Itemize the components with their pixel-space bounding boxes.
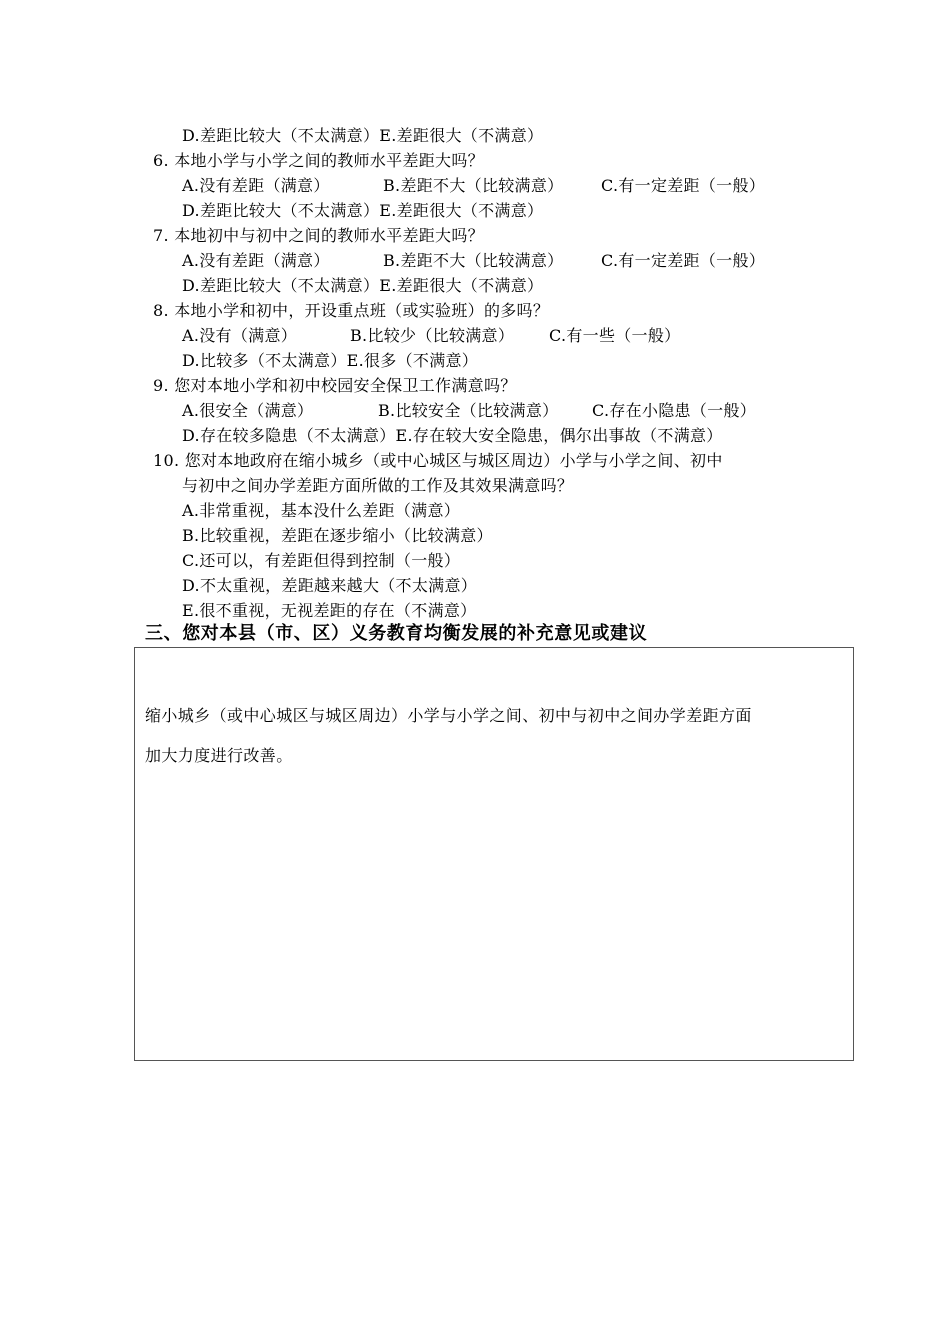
option-text: D.差距比较大（不太满意）E.差距很大（不满意）	[182, 126, 544, 145]
option-row	[182, 276, 543, 296]
option-text: 6. 本地小学与小学之间的教师水平差距大吗？	[153, 151, 484, 170]
option-text: C.有一些（一般）	[549, 326, 681, 345]
option-text: A.非常重视，基本没什么差距（满意）	[182, 501, 461, 520]
option-text: B.比较少（比较满意）	[350, 326, 515, 345]
option-text: D.比较多（不太满意）E.很多（不满意）	[182, 351, 479, 370]
option-row	[182, 576, 477, 596]
question-text	[153, 226, 484, 246]
option-row	[182, 176, 766, 196]
question-text	[153, 376, 517, 396]
option-text: B.比较安全（比较满意）	[378, 401, 559, 420]
question-text	[153, 151, 484, 171]
option-text: D.差距比较大（不太满意）E.差距很大（不满意）	[182, 276, 544, 295]
option-row	[182, 476, 573, 496]
option-text: B.差距不大（比较满意）	[383, 251, 564, 270]
suggestion-text-line-2: 加大力度进行改善。	[145, 746, 293, 765]
question-text	[153, 451, 723, 471]
option-text: B.比较重视，差距在逐步缩小（比较满意）	[182, 526, 493, 545]
option-text: C.还可以，有差距但得到控制（一般）	[182, 551, 461, 570]
option-text: A.没有差距（满意）	[182, 251, 330, 270]
option-text: 10. 您对本地政府在缩小城乡（或中心城区与城区周边）小学与小学之间、初中	[153, 451, 723, 470]
option-row	[182, 526, 493, 546]
option-row	[182, 401, 757, 421]
option-text: D.不太重视，差距越来越大（不太满意）	[182, 576, 478, 595]
option-row	[182, 551, 460, 571]
section-3-title: 三、您对本县（市、区）义务教育均衡发展的补充意见或建议	[145, 623, 648, 644]
option-row	[182, 351, 478, 371]
option-text: B.差距不大（比较满意）	[383, 176, 564, 195]
option-text: C.有一定差距（一般）	[601, 176, 766, 195]
option-row	[182, 251, 766, 271]
option-text: 与初中之间办学差距方面所做的工作及其效果满意吗？	[182, 476, 574, 495]
suggestion-box	[134, 647, 854, 1061]
option-text: C.有一定差距（一般）	[601, 251, 766, 270]
option-text: A.没有（满意）	[182, 326, 298, 345]
suggestion-text-line-1: 缩小城乡（或中心城区与城区周边）小学与小学之间、初中与初中之间办学差距方面	[145, 706, 752, 725]
option-row	[182, 201, 543, 221]
option-text: E.很不重视，无视差距的存在（不满意）	[182, 601, 477, 620]
option-text: D.存在较多隐患（不太满意）E.存在较大安全隐患，偶尔出事故（不满意）	[182, 426, 723, 445]
option-row	[182, 426, 723, 446]
option-text: 8. 本地小学和初中，开设重点班（或实验班）的多吗？	[153, 301, 550, 320]
option-text: 7. 本地初中与初中之间的教师水平差距大吗？	[153, 226, 484, 245]
option-row	[182, 501, 460, 521]
question-text	[153, 301, 549, 321]
option-row	[182, 326, 681, 346]
option-text: A.很安全（满意）	[182, 401, 314, 420]
option-text: C.存在小隐患（一般）	[592, 401, 757, 420]
option-text: D.差距比较大（不太满意）E.差距很大（不满意）	[182, 201, 544, 220]
option-row	[182, 601, 476, 621]
option-row	[182, 126, 543, 146]
option-text: 9. 您对本地小学和初中校园安全保卫工作满意吗？	[153, 376, 517, 395]
option-text: A.没有差距（满意）	[182, 176, 330, 195]
